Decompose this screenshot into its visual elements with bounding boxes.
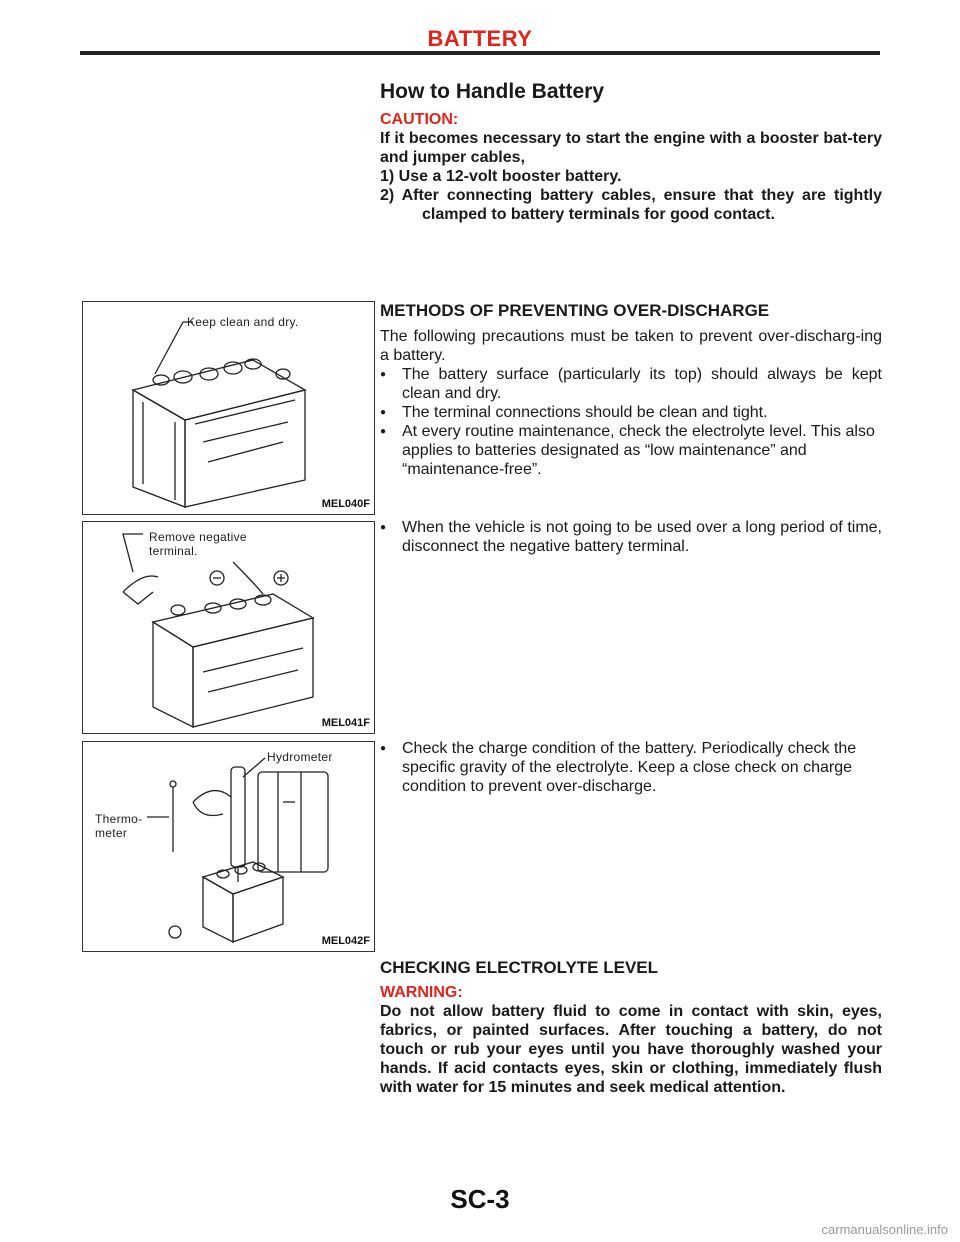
section-electrolyte-level — [380, 958, 882, 1097]
caution-text: If it becomes necessary to start the engine with a booster bat-tery and jumper cables, — [380, 130, 882, 166]
list-item: ● The battery surface (particularly its top) should always be kept clean and dry. — [380, 366, 882, 402]
caution-label: CAUTION: — [380, 111, 459, 128]
bullet-icon: ● — [380, 522, 387, 533]
bullet-icon: ● — [380, 407, 387, 418]
list-item: ● The terminal connections should be clean and tight. — [380, 404, 768, 421]
figure-battery-clean — [82, 301, 375, 515]
figure-label: Keep clean and dry. — [187, 315, 299, 329]
figure-label: meter — [95, 826, 128, 840]
section-title: METHODS OF PREVENTING OVER-DISCHARGE — [380, 301, 770, 320]
figure-remove-terminal — [82, 521, 375, 734]
figure-code: MEL040F — [321, 498, 370, 510]
hydrometer-illustration — [83, 742, 374, 951]
list-item-disconnect: ● When the vehicle is not going to be used over a long period of time, disconnect the negative battery terminal. — [380, 519, 882, 555]
figure-hydrometer — [82, 741, 375, 952]
bullet-icon: ● — [380, 743, 387, 754]
battery-terminal-illustration — [83, 522, 374, 733]
figure-label: Remove negative — [149, 530, 247, 544]
section-handle-battery — [380, 80, 882, 224]
page-number: SC-3 — [450, 1184, 510, 1214]
bullet-icon: ● — [380, 426, 387, 437]
figure-code: MEL041F — [321, 717, 370, 729]
figure-label: terminal. — [149, 544, 198, 558]
figure-label: Thermo- — [95, 812, 143, 826]
warning-text: Do not allow battery fluid to come in contact with skin, eyes, fabrics, or painted surfaces. After touching a battery, do not touch or rub your eyes until you have thoroughly washed your hands. If acid contacts eyes, skin or clothing, immediately flush with water for 15 minutes and seek medical attention. — [380, 1003, 882, 1096]
section-title: CHECKING ELECTROLYTE LEVEL — [380, 958, 659, 977]
list-item-charge: ● Check the charge condition of the battery. Periodically check the specific gravity of the electrolyte. Keep a close check on charge condition to prevent over-discharge. — [380, 740, 857, 795]
warning-label: WARNING: — [380, 984, 463, 1001]
section-title: How to Handle Battery — [380, 80, 605, 103]
page-header-title: BATTERY — [427, 26, 533, 51]
header-rule — [80, 51, 880, 55]
section-over-discharge — [380, 301, 882, 479]
section-intro: The following precautions must be taken to prevent over-discharg-ing a battery. — [380, 328, 882, 364]
bullet-icon: ● — [380, 369, 387, 380]
figure-label: Hydrometer — [267, 750, 333, 764]
battery-clean-illustration — [83, 302, 374, 514]
list-item: ● At every routine maintenance, check the electrolyte level. This also applies to batteries designated as “low maintenance” and “maintenance-free”. — [380, 423, 875, 478]
figure-code: MEL042F — [321, 935, 370, 947]
caution-list-item: 1) Use a 12-volt booster battery. — [380, 168, 622, 185]
watermark: carmanualsonline.info — [821, 1222, 948, 1237]
caution-list-item: 2) After connecting battery cables, ensure that they are tightly clamped to battery terminals for good contact. — [380, 187, 882, 223]
